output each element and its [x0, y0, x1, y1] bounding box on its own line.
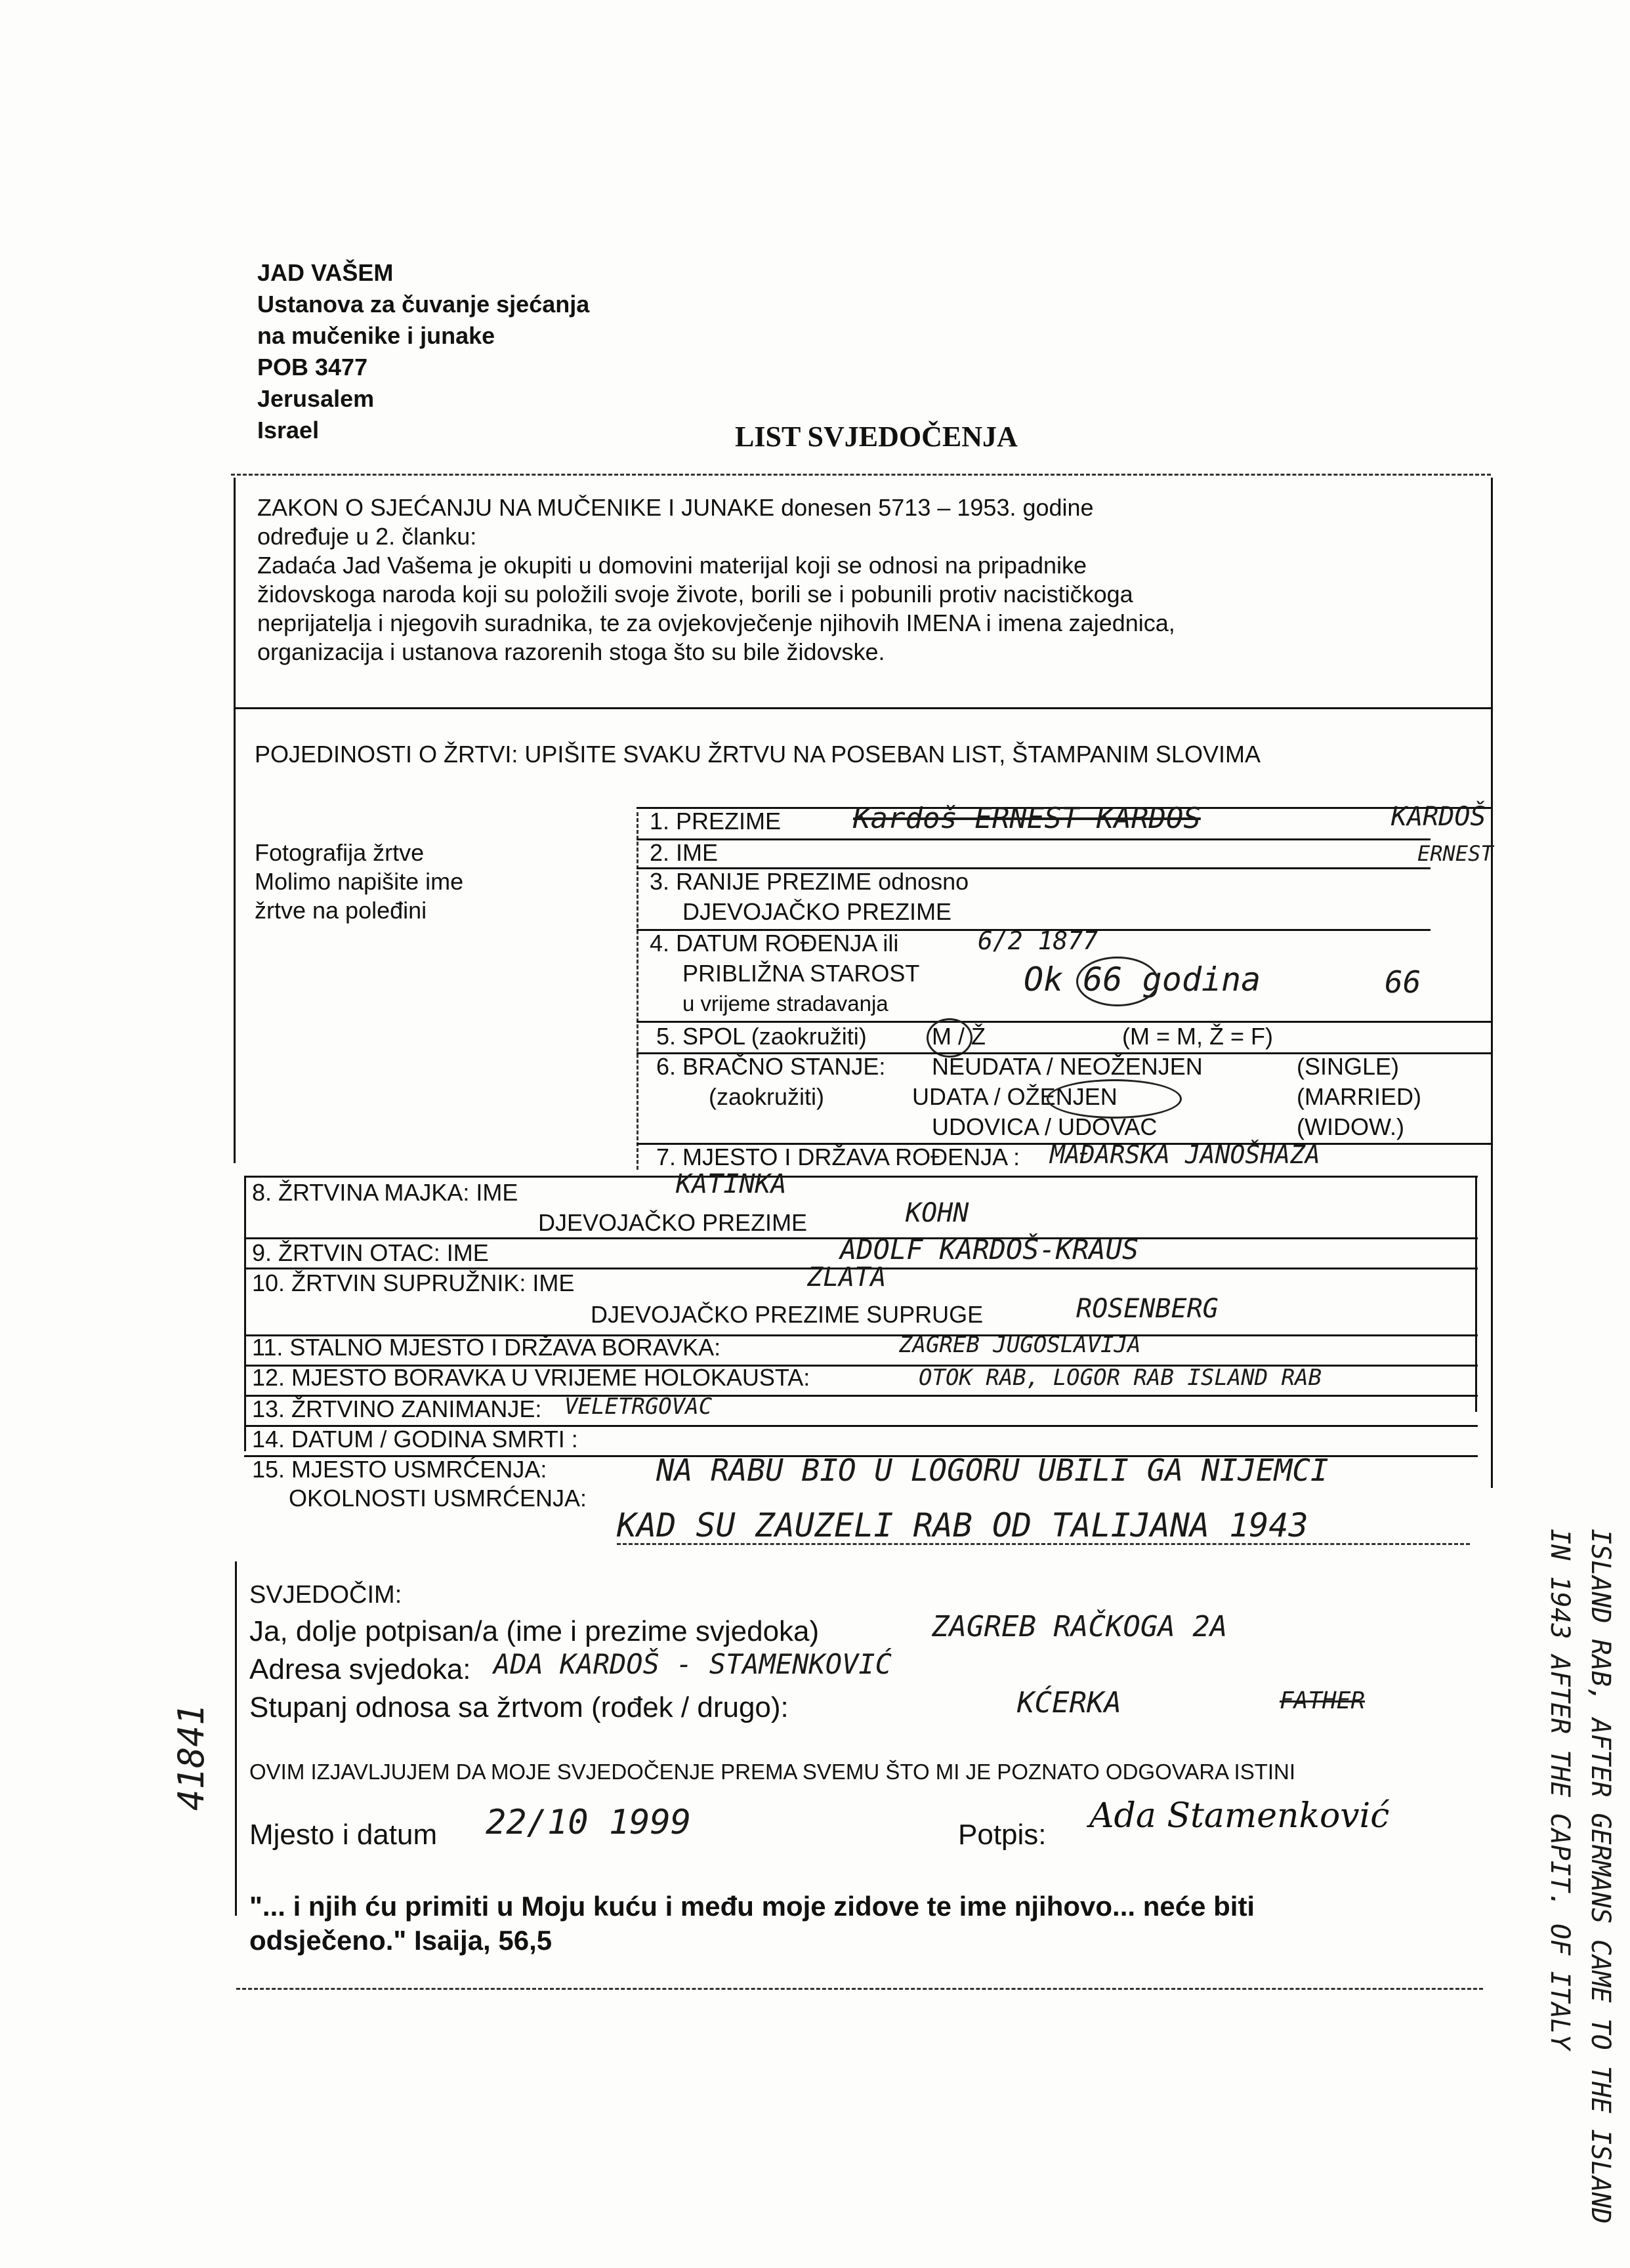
witness-line2-value: ADA KARDOŠ - STAMENKOVIĆ — [493, 1648, 892, 1680]
org-line: JAD VAŠEM — [257, 259, 394, 286]
frame-top — [231, 474, 1491, 476]
f6-label2: (zaokružiti) — [709, 1083, 825, 1110]
org-line: Israel — [257, 417, 320, 443]
f5-label: 5. SPOL (zaokružiti) — [656, 1023, 867, 1050]
signature-value: Ada Stamenković — [1089, 1796, 1390, 1836]
lower-box-left — [244, 1176, 246, 1451]
f4-age: Ok 66 godina — [1024, 960, 1261, 999]
f1-value: KARDOŠ — [1391, 802, 1486, 832]
f2-value: ERNEST — [1417, 841, 1494, 866]
photo-note-line: Molimo napišite ime — [255, 868, 464, 895]
photo-note — [255, 838, 463, 925]
f12-label: 12. MJESTO BORAVKA U VRIJEME HOLOKAUSTA: — [252, 1364, 810, 1391]
document-title: LIST SVJEDOČENJA — [735, 421, 1018, 453]
f4-age2: 66 — [1385, 964, 1421, 1000]
f8-label: 8. ŽRTVINA MAJKA: IME — [252, 1179, 518, 1206]
f6-en3: (WIDOW.) — [1297, 1113, 1404, 1140]
photo-note-line: Fotografija žrtve — [255, 839, 425, 866]
law-line: neprijatelja i njegovih suradnika, te za ovjekovječenje njihovih IMENA i imena zajednica, — [257, 609, 1175, 636]
f9-label: 9. ŽRTVIN OTAC: IME — [252, 1239, 489, 1266]
f13-label: 13. ŽRTVINO ZANIMANJE: — [252, 1395, 542, 1422]
f10-value2: ROSENBERG — [1076, 1294, 1219, 1324]
org-line: POB 3477 — [257, 354, 368, 381]
f10-label2: DJEVOJAČKO PREZIME SUPRUGE — [591, 1301, 984, 1328]
row-line — [617, 1543, 1470, 1545]
f9-value: ADOLF KARDOŠ-KRAUS — [840, 1233, 1139, 1266]
org-line: Jerusalem — [257, 385, 375, 412]
f4-date: 6/2 1877 — [978, 926, 1098, 955]
quote-line: "... i njih ću primiti u Moju kuću i među moje zidove te ime njihovo... neće biti — [249, 1891, 1255, 1922]
f7-value: MAĐARSKA JANOŠHAZA — [1050, 1140, 1320, 1169]
photo-note-line: žrtve na poleđini — [255, 897, 427, 924]
f7-label: 7. MJESTO I DRŽAVA ROĐENJA : — [656, 1144, 1020, 1170]
witness-line1: Ja, dolje potpisan/a (ime i prezime svjedoka) — [249, 1615, 820, 1647]
f8-value2: KOHN — [906, 1198, 969, 1228]
left-margin-number: 41841 — [171, 1704, 212, 1811]
law-line: određuje u 2. članku: — [257, 523, 477, 550]
age-circle — [1076, 957, 1159, 1006]
row-line — [244, 1176, 1478, 1178]
f5-options: M / Ž — [932, 1023, 986, 1050]
f6-opt3: UDOVICA / UDOVAC — [932, 1113, 1158, 1140]
law-line: Zadaća Jad Vašema je okupiti u domovini materijal koji se odnosi na pripadnike — [257, 552, 1087, 579]
f11-value: ZAGREB JUGOSLAVIJA — [899, 1332, 1141, 1358]
law-line: organizacija i ustanova razorenih stoga što su bile židovske. — [257, 638, 885, 665]
row-line — [637, 838, 1431, 840]
law-text — [257, 493, 1175, 667]
f3-label: 3. RANIJE PREZIME odnosno — [650, 868, 969, 895]
f12-value: OTOK RAB, LOGOR RAB ISLAND RAB — [919, 1365, 1322, 1391]
f6-opt2: UDATA / OŽENJEN — [912, 1083, 1118, 1110]
f4-label3: u vrijeme stradavanja — [682, 991, 888, 1016]
law-line: ZAKON O SJEĆANJU NA MUČENIKE I JUNAKE donesen 5713 – 1953. godine — [257, 494, 1094, 521]
org-line: na mučenike i junake — [257, 322, 495, 349]
org-line: Ustanova za čuvanje sjećanja — [257, 291, 590, 318]
f6-label: 6. BRAČNO STANJE: — [656, 1053, 886, 1080]
victim-section-header: POJEDINOSTI O ŽRTVI: UPIŠITE SVAKU ŽRTVU NA POSEBAN LIST, ŠTAMPANIM SLOVIMA — [255, 741, 1261, 768]
f6-opt1: NEUDATA / NEOŽENJEN — [932, 1053, 1203, 1080]
place-date-label: Mjesto i datum — [249, 1819, 438, 1851]
f10-label: 10. ŽRTVIN SUPRUŽNIK: IME — [252, 1269, 575, 1296]
f6-en1: (SINGLE) — [1297, 1053, 1400, 1080]
bottom-rule — [236, 1988, 1483, 1990]
f15-value2: KAD SU ZAUZELI RAB OD TALIJANA 1943 — [617, 1506, 1308, 1544]
f5-legend: (M = M, Ž = F) — [1122, 1023, 1273, 1050]
f1-label: 1. PREZIME — [650, 808, 782, 835]
f4-label2: PRIBLIŽNA STAROST — [682, 960, 920, 987]
witness-line3-value2: FATHER — [1280, 1687, 1366, 1714]
frame-right — [1491, 478, 1493, 1488]
f15-value: NA RABU BIO U LOGORU UBILI GA NIJEMCI — [656, 1453, 1329, 1488]
witness-line3-value: KĆERKA — [1017, 1686, 1121, 1720]
f8-value: KATINKA — [676, 1169, 787, 1199]
witness-line1-value: ZAGREB RAČKOGA 2A — [932, 1610, 1228, 1643]
f14-label: 14. DATUM / GODINA SMRTI : — [252, 1426, 578, 1453]
quote-line: odsječeno." Isaija, 56,5 — [249, 1925, 553, 1956]
f4-label: 4. DATUM ROĐENJA ili — [650, 930, 899, 957]
org-block — [257, 257, 589, 446]
witness-box-left — [235, 1561, 237, 1916]
law-line: židovskoga naroda koji su položili svoje živote, borili se i pobunili protiv nacističkoga — [257, 581, 1133, 608]
divider — [234, 707, 1491, 709]
right-margin-note: ISLAND RAB, AFTER GERMANS CAME TO THE ISLAND IN 1943 AFTER THE CAPIT. OF ITALY — [1545, 1529, 1616, 2224]
signature-label: Potpis: — [958, 1819, 1047, 1851]
fields-box-left — [637, 812, 638, 1170]
witness-heading: SVJEDOČIM: — [249, 1581, 402, 1609]
f1-value-struck: Kardoš ERNEST KARDOS — [853, 802, 1201, 835]
witness-line3: Stupanj odnosa sa žrtvom (rođek / drugo): — [249, 1691, 789, 1723]
f3-label2: DJEVOJAČKO PREZIME — [682, 898, 952, 925]
frame-left — [234, 478, 236, 1163]
witness-line2: Adresa svjedoka: — [249, 1653, 471, 1685]
f6-en2: (MARRIED) — [1297, 1083, 1421, 1110]
lower-box-right — [1475, 1176, 1477, 1412]
f13-value: VELETRGOVAC — [564, 1393, 713, 1420]
f15-label: 15. MJESTO USMRĆENJA: — [252, 1456, 547, 1483]
marital-circle — [1047, 1079, 1182, 1119]
sex-circle — [927, 1018, 972, 1058]
place-date-value: 22/10 1999 — [486, 1803, 692, 1842]
f10-value: ZLATA — [807, 1262, 887, 1292]
f8-label2: DJEVOJAČKO PREZIME — [538, 1209, 808, 1236]
f2-label: 2. IME — [650, 839, 719, 866]
f15-label2: OKOLNOSTI USMRĆENJA: — [289, 1485, 587, 1512]
declaration: OVIM IZJAVLJUJEM DA MOJE SVJEDOČENJE PREMA SVEMU ŠTO MI JE POZNATO ODGOVARA ISTINI — [249, 1760, 1296, 1784]
quote — [249, 1889, 1255, 1958]
f11-label: 11. STALNO MJESTO I DRŽAVA BORAVKA: — [252, 1334, 721, 1361]
